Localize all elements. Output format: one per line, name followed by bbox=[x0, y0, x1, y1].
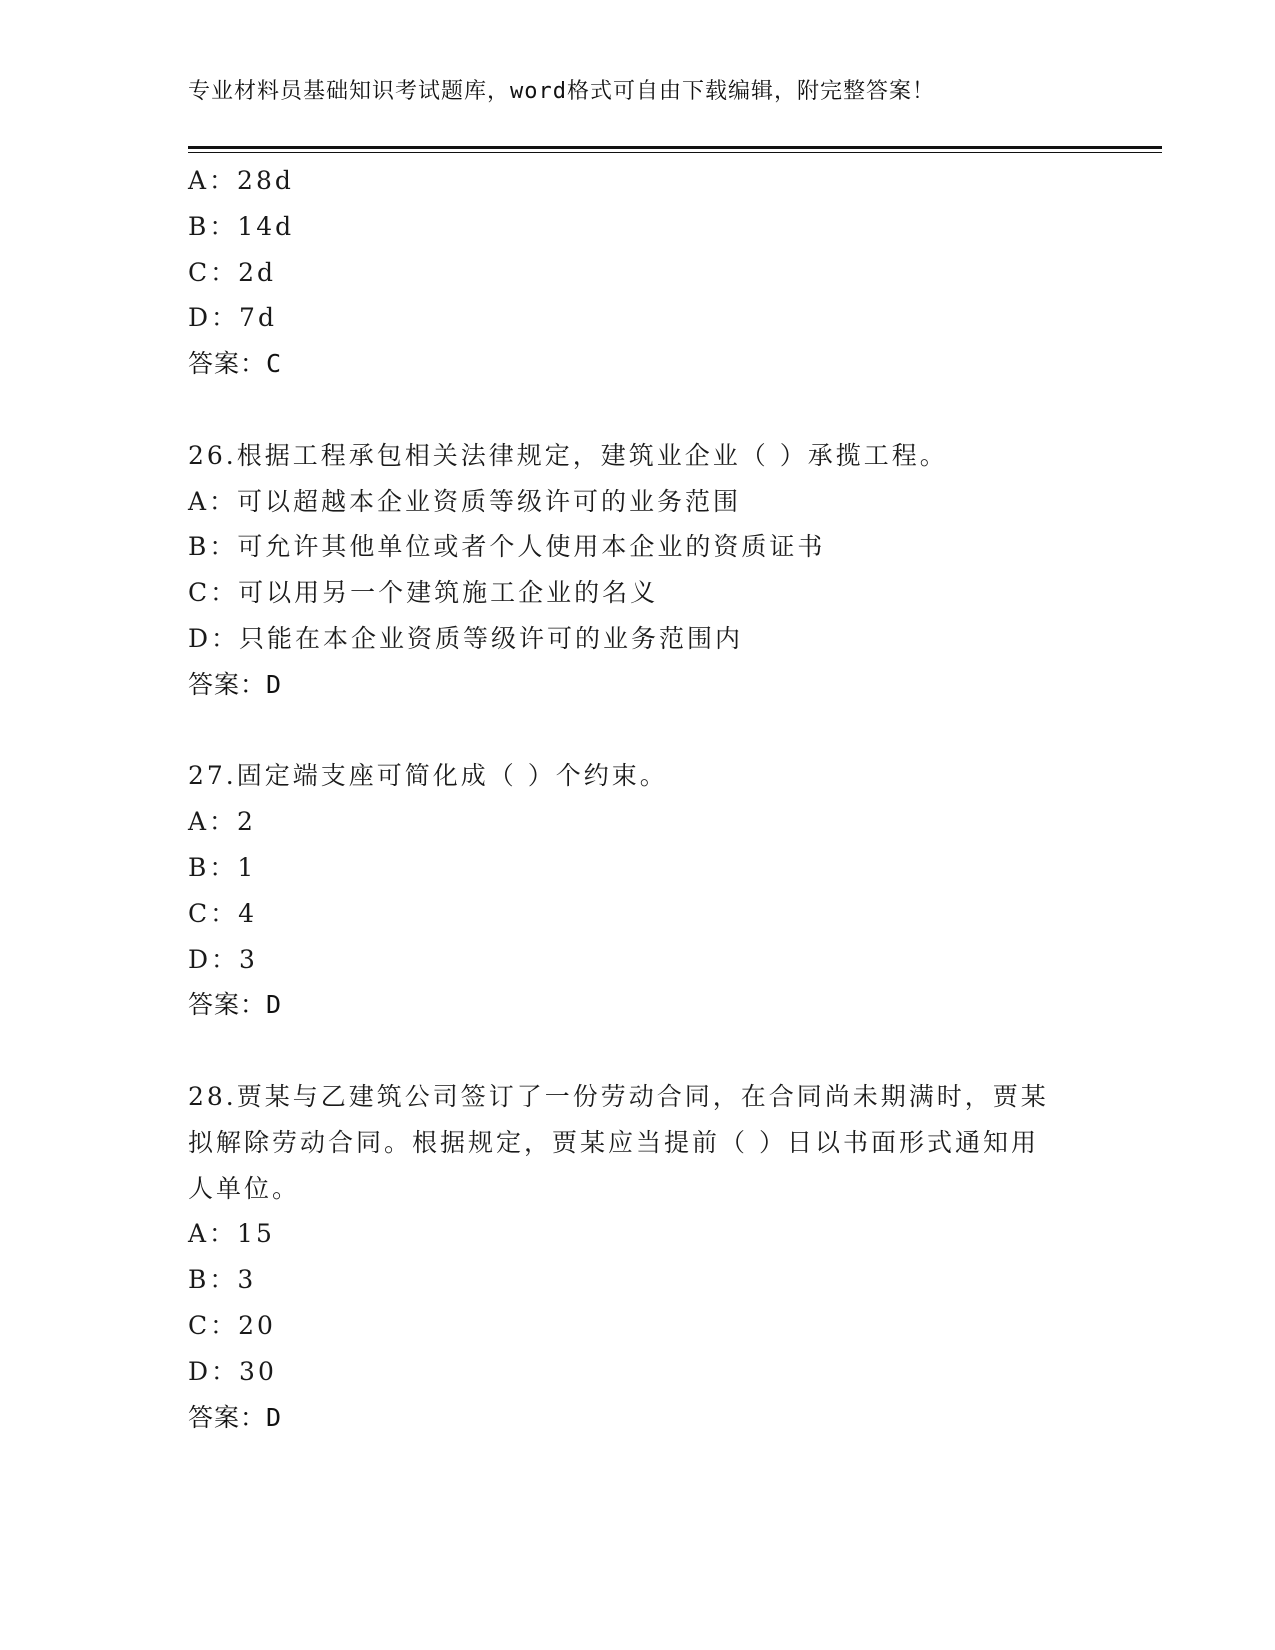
option-d: D：只能在本企业资质等级许可的业务范围内 bbox=[188, 623, 744, 653]
option-a: A：2 bbox=[188, 807, 256, 837]
spacer bbox=[188, 1028, 1088, 1074]
option-c: C：20 bbox=[188, 1310, 276, 1340]
option-c: C：4 bbox=[188, 898, 258, 928]
answer: 答案：D bbox=[188, 1402, 283, 1432]
question-25 bbox=[188, 158, 1088, 387]
question-stem-line-1: 28.贾某与乙建筑公司签订了一份劳动合同，在合同尚未期满时，贾某 bbox=[188, 1081, 1049, 1111]
question-26 bbox=[188, 433, 1088, 708]
option-d: D：30 bbox=[188, 1356, 277, 1386]
option-c: C：2d bbox=[188, 257, 277, 287]
option-a: A：可以超越本企业资质等级许可的业务范围 bbox=[188, 486, 742, 516]
answer: 答案：C bbox=[188, 349, 283, 379]
question-stem: 26.根据工程承包相关法律规定，建筑业企业（ ）承揽工程。 bbox=[188, 440, 948, 470]
option-a: A：15 bbox=[188, 1219, 275, 1249]
question-27 bbox=[188, 753, 1088, 1028]
spacer bbox=[188, 387, 1088, 433]
option-d: D：3 bbox=[188, 944, 258, 974]
option-b: B：3 bbox=[188, 1265, 257, 1295]
question-stem: 27.固定端支座可简化成（ ）个约束。 bbox=[188, 761, 668, 791]
spacer bbox=[188, 708, 1088, 754]
answer: 答案：D bbox=[188, 669, 283, 699]
option-b: B：14d bbox=[188, 211, 295, 241]
answer: 答案：D bbox=[188, 990, 283, 1020]
question-stem-line-3: 人单位。 bbox=[188, 1173, 301, 1203]
option-d: D：7d bbox=[188, 303, 277, 333]
option-b: B：1 bbox=[188, 852, 257, 882]
header-rule-thick bbox=[188, 146, 1162, 149]
option-b: B：可允许其他单位或者个人使用本企业的资质证书 bbox=[188, 532, 826, 562]
header-rule-thin bbox=[188, 152, 1162, 153]
option-a: A：28d bbox=[188, 166, 294, 195]
question-stem-line-2: 拟解除劳动合同。根据规定，贾某应当提前（ ）日以书面形式通知用 bbox=[188, 1127, 1039, 1157]
page-header: 专业材料员基础知识考试题库，word格式可自由下载编辑，附完整答案！ bbox=[188, 79, 935, 104]
question-list bbox=[188, 158, 1088, 1440]
option-c: C：可以用另一个建筑施工企业的名义 bbox=[188, 578, 659, 608]
question-28 bbox=[188, 1074, 1088, 1440]
